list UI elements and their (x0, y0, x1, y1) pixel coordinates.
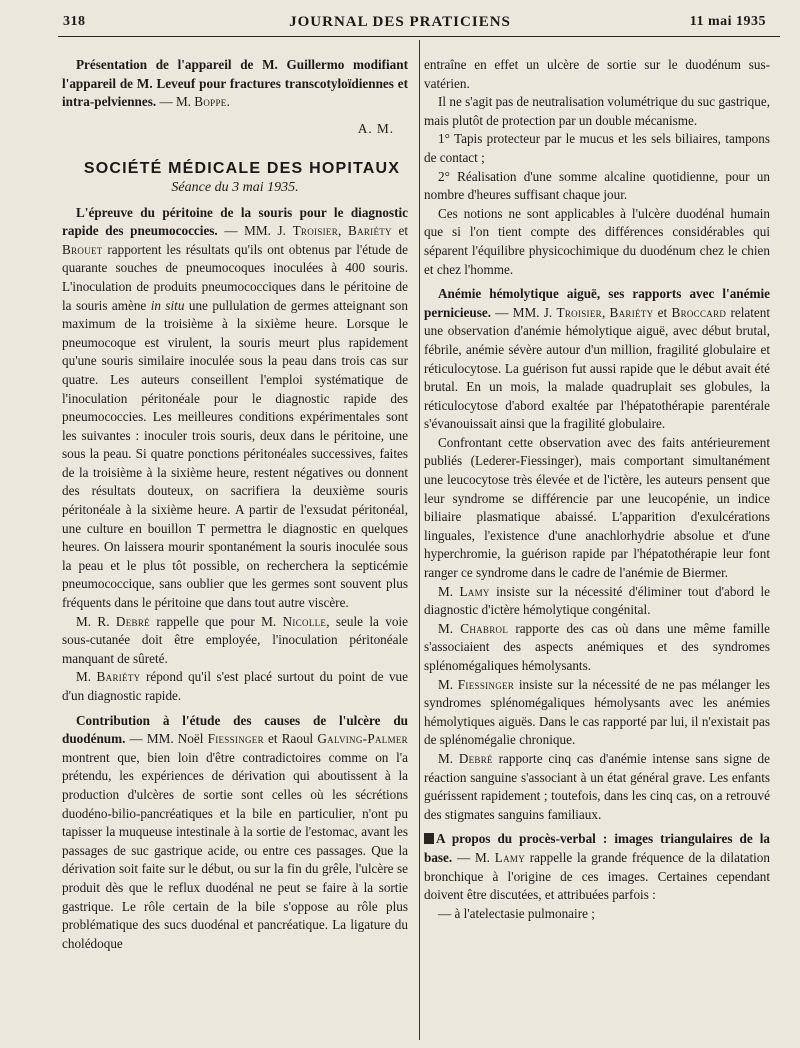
author-name: Fiessinger (457, 676, 515, 692)
paragraph: Ces notions ne sont applicables à l'ulcère duodénal humain que si l'on tient compte des différences considérables qui séparent l'équilibre physicochimique du duodénum chez le chien et chez l'homme. (424, 205, 770, 277)
author-name: Fiessinger (207, 731, 264, 747)
author-name: Troisier (292, 223, 339, 239)
article-anemie: Anémie hémolytique aiguë, ses rapports avec l'anémie pernicieuse. — MM. J. Troisier, Bariéty et Broccard relatent une observation d'anémie hémolytique aiguë, avec début brutal, fébrile, anémie sévère autour d'un million, fragilité globulaire et réticulocytose. La guérison fut aussi rapide que le début avait été brutal. En un mois, la malade quadruplait ses globules, la réticulocytose d'abord exaltée par l'hépatothérapie parentérale s'évanouissait ainsi que la fragilité globulaire. (424, 286, 770, 432)
list-item: — à l'atelectasie pulmonaire ; (438, 905, 595, 921)
author-name: Troisier (556, 304, 602, 320)
article-title: L'épreuve du péritoine de la souris pour le diagnostic rapide des pneumococcies. (62, 204, 408, 239)
paragraph-mark-icon (424, 833, 434, 844)
author-name: Chabrol (460, 620, 509, 636)
journal-title: JOURNAL DES PRATICIENS (289, 14, 511, 30)
list-item: 1° Tapis protecteur par le mucus et les sels biliaires, tampons de contact ; (424, 131, 770, 165)
author-name: Bariéty (609, 304, 654, 320)
author-name: Lamy (494, 849, 525, 865)
right-column (424, 56, 770, 923)
author-name: Broccard (671, 304, 727, 320)
comment-debre: M. Debré rapporte cinq cas d'anémie intense sans signe de réaction sanguine s'associant à un état général grave. Les enfants guérissent rapidement ; toutefois, dans les cinq cas, on a retrouvé des stigmates sanguins familiaux. (424, 750, 770, 822)
column-divider (419, 40, 420, 1040)
comment-lamy: M. Lamy insiste sur la nécessité d'éliminer tout d'abord le diagnostic d'ictère hémolytique congénital. (424, 583, 770, 618)
signature: A. M. (357, 120, 394, 136)
author-name: Boppe. (194, 94, 231, 110)
section-heading: SOCIÉTÉ MÉDICALE DES HOPITAUX (83, 160, 401, 178)
issue-date: 11 mai 1935 (689, 14, 766, 29)
left-column (62, 56, 408, 953)
article-title: Présentation de l'appareil de M. Guillermo modifiant l'appareil de M. Leveuf pour fractures transcotyloïdiennes et intra-pelviennes. (62, 57, 408, 110)
author-name: Bariéty (96, 669, 141, 685)
author-name: Debré (458, 750, 493, 766)
author-name: Galving-Palmer (317, 731, 408, 747)
author-name: Lamy (459, 583, 490, 599)
paragraph: Confrontant cette observation avec des faits antérieurement publiés (Lederer-Fiessinger), mais comportant simultanément une leucocytose très élevée et de l'ictère, les auteurs pensent que leur syndrome se différencie par une leucopénie, un indice biliaire plasmatique abaissé. L'apparition d'exulcérations linguales, l'existence d'une anachlorhydrie absolue et d'une hyperchromie, la guérison rapide par l'hépatothérapie leur font ranger ce syndrome dans le cadre de l'anémie de Biermer. (424, 434, 770, 581)
article-title: A propos du procès-verbal : images triangulaires de la base. (424, 831, 770, 865)
paragraph: entraîne en effet un ulcère de sortie sur le duodénum sus-vatérien. (424, 57, 770, 91)
article-title: Contribution à l'étude des causes de l'ulcère du duodénum. (62, 712, 408, 747)
comment-bariety: M. Bariéty répond qu'il s'est placé surtout du point de vue d'un diagnostic rapide. (62, 669, 408, 703)
comment-fiessinger: M. Fiessinger insiste sur la nécessité de ne pas mélanger les syndromes splénomégaliques hémolysants avec les anémies hémolytiques aiguës. Dans le cas rapporté par lui, il n'existait pas de splénomégalie chronique. (424, 676, 770, 748)
article-peritoine: L'épreuve du péritoine de la souris pour le diagnostic rapide des pneumococcies. — MM. J. Troisier, Bariéty et Brouet rapportent les résultats qu'ils ont obtenus par l'étude de quarante souches de pneumocoques inoculées à 400 souris. L'inoculation de produits pneumococciques dans le péritoine de la souris amène in situ une pullulation de germes atteignant son maximum de la troisième à la sixième heure. Lorsque le pneumocoque est virulent, la souris meurt plus rapidement qu'une souris similaire inoculée sous la peau dans trois cas sur quatre. Les auteurs conseillent l'emploi systématique de l'inoculation péritonéale pour le diagnostic rapide des pneumococcies. Les meilleures conditions expérimentales sont les suivantes : inoculer trois souris, deux dans le péritoine, une sous la peau. Si quatre ponctions péritonéales successives, faites de la troisième à la sixième heure, restent négatives ou donnent des résultats douteux, on sacrifiera la deuxième souris péritonéale à la sixième heure. A partir de l'exsudat péritonéal, une culture en bouillon T permettra le diagnostic en quelques heures. On laissera mourir spontanément la souris inoculée sous la peau et le plus tôt possible, on recherchera la septicémie pneumococcique, sans oublier que les germes sont souvent plus fréquents dans le péritoine que dans tout autre viscère. (62, 204, 408, 611)
list-item: 2° Réalisation d'une somme alcaline quotidienne, pour un nombre d'heures suffisant chaque jour. (424, 168, 770, 203)
paragraph: Il ne s'agit pas de neutralisation volumétrique du suc gastrique, mais plutôt de protection par un double mécanisme. (424, 94, 770, 128)
article-title: Anémie hémolytique aiguë, ses rapports avec l'anémie pernicieuse. (424, 286, 770, 320)
article-guillermo: Présentation de l'appareil de M. Guillermo modifiant l'appareil de M. Leveuf pour fractures transcotyloïdiennes et intra-pelviennes. — M. Boppe. (62, 57, 408, 110)
author-name: Debré (115, 613, 150, 629)
article-ulcere: Contribution à l'étude des causes de l'ulcère du duodénum. — MM. Noël Fiessinger et Raoul Galving-Palmer montrent que, bien loin d'être contradictoires comme on l'a prétendu, les expériences de dérivation qui aboutissent à la production d'ulcères de sortie sont celles où les sécrétions duodéno-bilio-pancréatiques et la bile en particulier, n'ont pu tapisser la muqueuse intestinale à la sortie de l'estomac, avant les passages de suc gastrique acide, ou entre ces passages. Que la dérivation soit faite sur le début, ou sur la fin du grêle, l'ulcère se produit dès que le reflux duodénal ne peut se faire à la sortie gastrique. Le rôle certain de la bile s'oppose au rôle plus problématique des sucs duodénal et pancréatique. La ligature du cholédoque (62, 712, 408, 951)
author-name: Brouet (62, 241, 103, 257)
header-rule (58, 36, 780, 37)
comment-chabrol: M. Chabrol rapporte des cas où dans une même famille s'associaient des aspects anémiques et des syndromes splénomégaliques hémolysants. (424, 620, 770, 673)
author-name: Nicolle (282, 613, 327, 629)
article-proces-verbal: A propos du procès-verbal : images triangulaires de la base. — M. Lamy rappelle la grande fréquence de la dilatation bronchique à l'origine de ces images. Certaines cependant doivent être discutées, et attribuées parfois : (424, 831, 770, 903)
session-date: Séance du 3 mai 1935. (171, 179, 299, 195)
page-number: 318 (63, 14, 86, 29)
author-name: Bariéty (347, 223, 392, 239)
comment-debre: M. R. Debré rappelle que pour M. Nicolle, seule la voie sous-cutanée doit être employée, l'inoculation péritonéale manquant de sûreté. (62, 613, 409, 666)
